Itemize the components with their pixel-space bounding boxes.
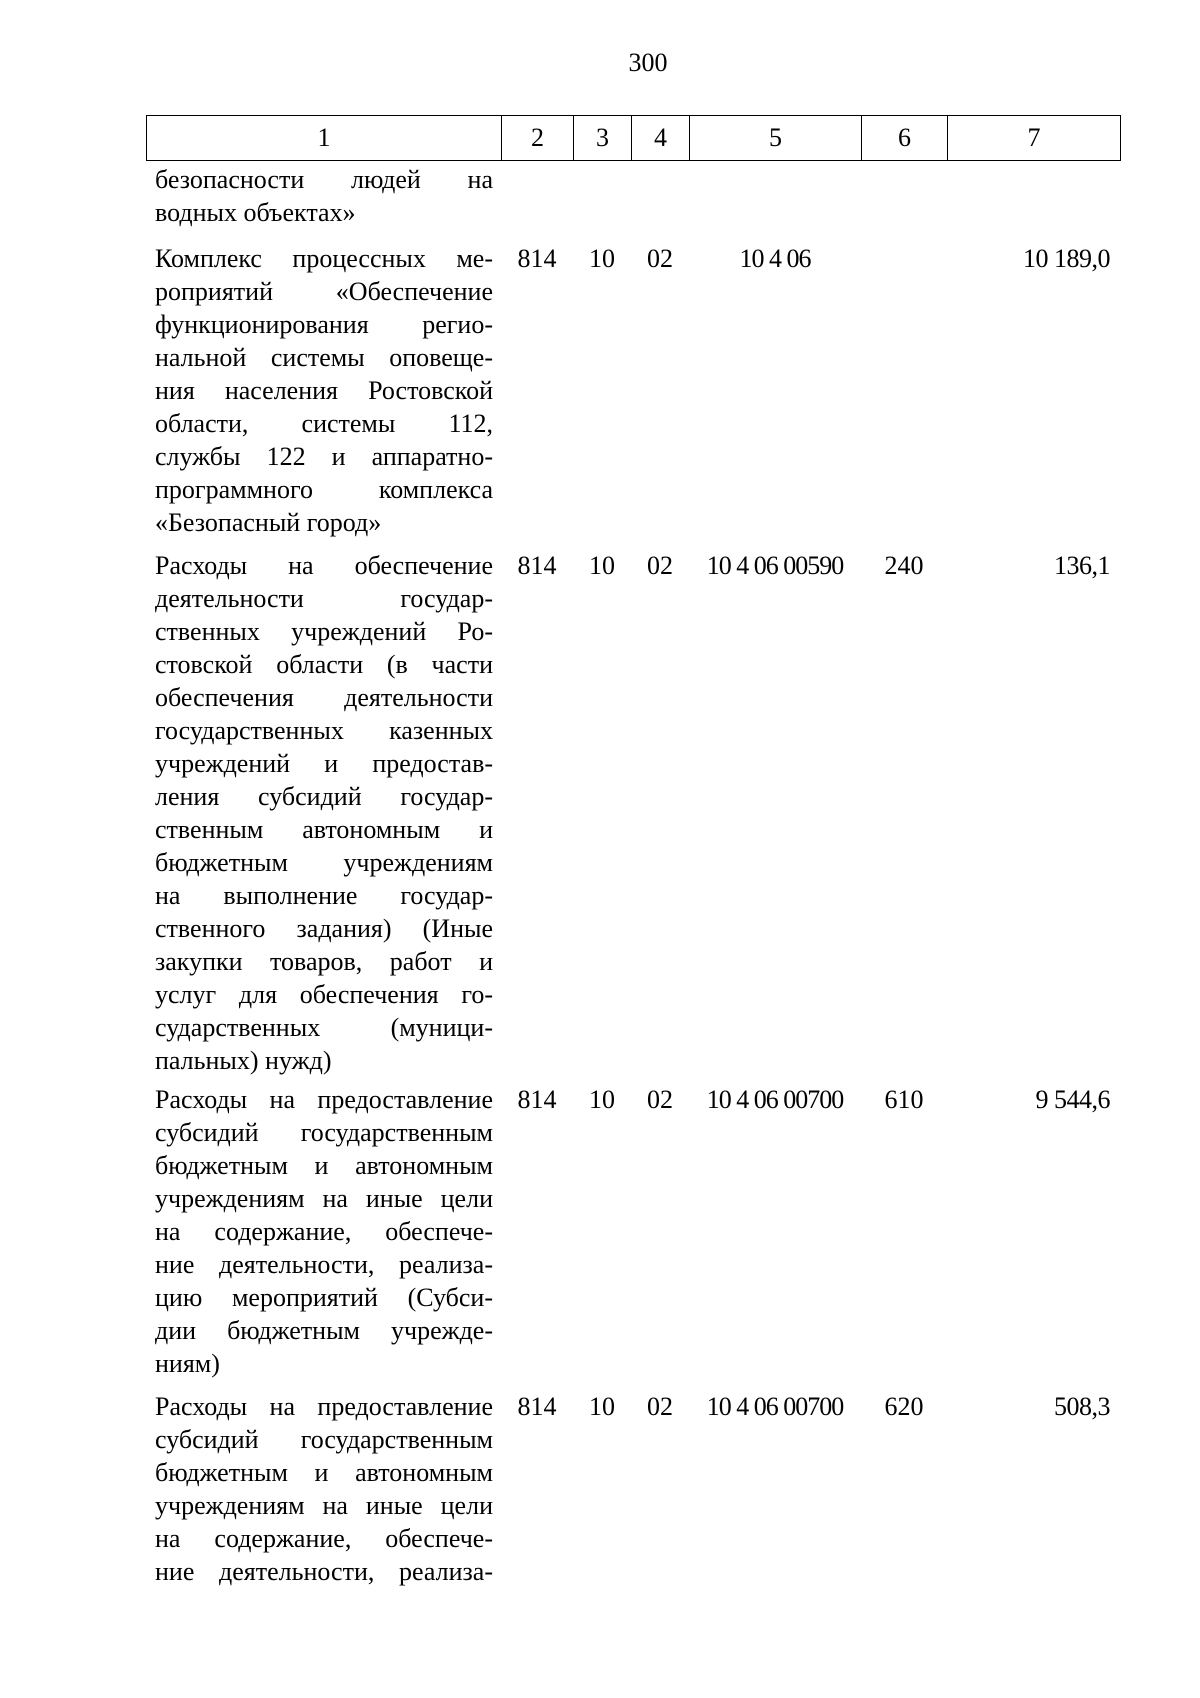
description-line: на содержание, обеспече-	[155, 1524, 493, 1553]
column-header-3: 3	[574, 116, 632, 161]
description-line: ственного задания) (Иные	[155, 914, 493, 943]
description-line: водных объектах»	[155, 198, 356, 227]
description-line: услуг для обеспечения го-	[155, 980, 493, 1009]
section-code: 10	[589, 1392, 615, 1421]
description-line: закупки товаров, работ и	[155, 947, 493, 976]
description-line: государственных казенных	[155, 716, 493, 745]
description-line: ниям)	[155, 1349, 220, 1378]
description-line: деятельности государ-	[155, 584, 493, 613]
target-code: 10 4 06 00700	[706, 1085, 844, 1114]
description-line: обеспечения деятельности	[155, 683, 493, 712]
description-line: нальной системы оповеще-	[155, 343, 493, 372]
description-line: учреждениям на иные цели	[155, 1184, 493, 1213]
description-line: стовской области (в части	[155, 650, 493, 679]
row-description	[155, 1083, 493, 1380]
description-line: ния населения Ростовской	[155, 376, 493, 405]
expense-type-code: 610	[884, 1085, 924, 1114]
description-line: ственных учреждений Ро-	[155, 617, 493, 646]
description-line: сударственных (муници-	[155, 1013, 493, 1042]
description-line: «Безопасный город»	[155, 508, 382, 537]
admin-code: 814	[517, 1085, 557, 1114]
description-line: Комплекс процессных ме-	[155, 244, 493, 273]
column-header-5: 5	[690, 116, 862, 161]
description-line: Расходы на предоставление	[155, 1392, 493, 1421]
section-code: 10	[589, 244, 615, 273]
description-line: Расходы на обеспечение	[155, 551, 493, 580]
column-header-7: 7	[948, 116, 1121, 161]
subsection-code: 02	[647, 244, 673, 273]
column-header-2: 2	[502, 116, 574, 161]
page-number: 300	[628, 48, 668, 77]
subsection-code: 02	[647, 1392, 673, 1421]
target-code: 10 4 06 00590	[706, 551, 844, 580]
description-line: на выполнение государ-	[155, 881, 493, 910]
amount-value: 136,1	[1054, 551, 1110, 580]
description-line: на содержание, обеспече-	[155, 1217, 493, 1246]
amount-value: 508,3	[1054, 1392, 1110, 1421]
description-line: ние деятельности, реализа-	[155, 1250, 493, 1279]
description-line: пальных) нужд)	[155, 1046, 332, 1075]
subsection-code: 02	[647, 551, 673, 580]
expense-type-code: 240	[884, 551, 924, 580]
row-description	[155, 242, 493, 539]
description-line: ние деятельности, реализа-	[155, 1557, 493, 1586]
description-line: функционирования регио-	[155, 310, 493, 339]
section-code: 10	[589, 1085, 615, 1114]
description-line: субсидий государственным	[155, 1425, 493, 1454]
description-line: бюджетным и автономным	[155, 1458, 493, 1487]
description-line: цию мероприятий (Субси-	[155, 1283, 493, 1312]
description-line: ственным автономным и	[155, 815, 493, 844]
description-line: учреждений и предостав-	[155, 749, 493, 778]
description-line: бюджетным учреждениям	[155, 848, 493, 877]
admin-code: 814	[517, 1392, 557, 1421]
section-code: 10	[589, 551, 615, 580]
description-line: бюджетным и автономным	[155, 1151, 493, 1180]
amount-value: 10 189,0	[1023, 244, 1110, 273]
description-line: субсидий государственным	[155, 1118, 493, 1147]
amount-value: 9 544,6	[1035, 1085, 1110, 1114]
row-description	[155, 549, 493, 1077]
description-line: программного комплекса	[155, 475, 493, 504]
table-header	[146, 115, 1121, 161]
target-code: 10 4 06	[739, 244, 811, 273]
column-header-6: 6	[862, 116, 948, 161]
column-header-1: 1	[147, 116, 502, 161]
description-line: безопасности людей на	[155, 165, 493, 194]
row-description	[155, 1390, 493, 1588]
admin-code: 814	[517, 551, 557, 580]
description-line: службы 122 и аппаратно-	[155, 442, 493, 471]
row-description	[155, 163, 493, 229]
description-line: Расходы на предоставление	[155, 1085, 493, 1114]
expense-type-code: 620	[884, 1392, 924, 1421]
column-header-4: 4	[632, 116, 690, 161]
description-line: роприятий «Обеспечение	[155, 277, 493, 306]
description-line: учреждениям на иные цели	[155, 1491, 493, 1520]
description-line: дии бюджетным учрежде-	[155, 1316, 493, 1345]
admin-code: 814	[517, 244, 557, 273]
target-code: 10 4 06 00700	[706, 1392, 844, 1421]
description-line: области, системы 112,	[155, 409, 493, 438]
subsection-code: 02	[647, 1085, 673, 1114]
description-line: ления субсидий государ-	[155, 782, 493, 811]
